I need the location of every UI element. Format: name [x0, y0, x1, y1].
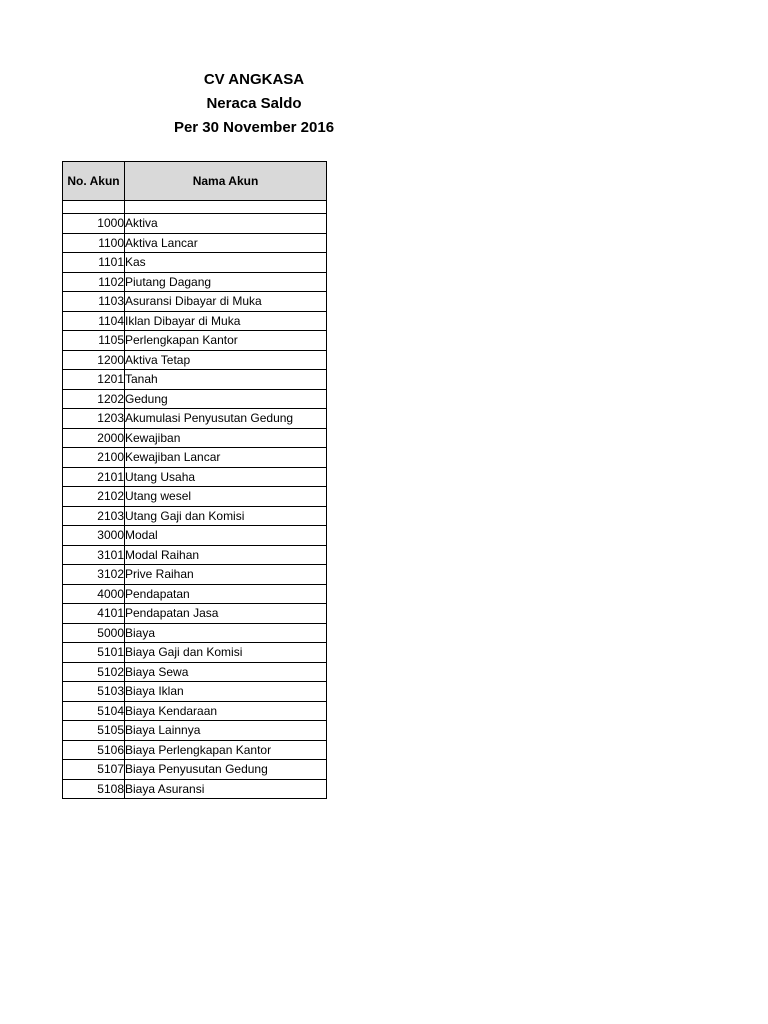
report-period: Per 30 November 2016	[173, 119, 335, 136]
account-name-cell: Biaya Sewa	[125, 662, 327, 682]
account-number-cell: 1104	[63, 311, 125, 331]
account-name-cell: Akumulasi Penyusutan Gedung	[125, 409, 327, 429]
table-row	[63, 292, 327, 312]
spacer-row	[63, 201, 327, 214]
column-header-no-akun: No. Akun	[63, 162, 125, 201]
account-name-cell: Aktiva Lancar	[125, 233, 327, 253]
account-name-cell: Aktiva Tetap	[125, 350, 327, 370]
table-row	[63, 701, 327, 721]
account-number-cell: 5000	[63, 623, 125, 643]
table-body	[63, 201, 327, 799]
account-name-cell: Pendapatan Jasa	[125, 604, 327, 624]
account-name-cell: Asuransi Dibayar di Muka	[125, 292, 327, 312]
account-name-cell: Perlengkapan Kantor	[125, 331, 327, 351]
column-header-nama-akun: Nama Akun	[125, 162, 327, 201]
account-number-cell: 3102	[63, 565, 125, 585]
table-row	[63, 487, 327, 507]
account-name-cell: Piutang Dagang	[125, 272, 327, 292]
table-row	[63, 272, 327, 292]
table-header	[63, 162, 327, 201]
table-row	[63, 311, 327, 331]
table-row	[63, 331, 327, 351]
account-name-cell: Biaya	[125, 623, 327, 643]
table-row	[63, 253, 327, 273]
account-name-cell: Biaya Perlengkapan Kantor	[125, 740, 327, 760]
spacer-cell	[125, 201, 327, 214]
account-name-cell: Kas	[125, 253, 327, 273]
table-row	[63, 448, 327, 468]
account-number-cell: 2102	[63, 487, 125, 507]
account-number-cell: 4000	[63, 584, 125, 604]
account-name-cell: Tanah	[125, 370, 327, 390]
table-row	[63, 506, 327, 526]
account-number-cell: 5103	[63, 682, 125, 702]
table-row	[63, 214, 327, 234]
account-name-cell: Biaya Iklan	[125, 682, 327, 702]
account-number-cell: 1200	[63, 350, 125, 370]
account-number-cell: 1103	[63, 292, 125, 312]
account-name-cell: Kewajiban	[125, 428, 327, 448]
table-row	[63, 604, 327, 624]
account-number-cell: 1201	[63, 370, 125, 390]
account-name-cell: Biaya Asuransi	[125, 779, 327, 799]
company-name: CV ANGKASA	[203, 71, 305, 88]
table-row	[63, 584, 327, 604]
account-number-cell: 1101	[63, 253, 125, 273]
account-number-cell: 1203	[63, 409, 125, 429]
table-row	[63, 526, 327, 546]
account-name-cell: Iklan Dibayar di Muka	[125, 311, 327, 331]
account-number-cell: 2103	[63, 506, 125, 526]
table-row	[63, 389, 327, 409]
account-name-cell: Modal	[125, 526, 327, 546]
account-name-cell: Biaya Gaji dan Komisi	[125, 643, 327, 663]
account-number-cell: 5105	[63, 721, 125, 741]
account-number-cell: 5108	[63, 779, 125, 799]
account-number-cell: 2000	[63, 428, 125, 448]
table-row	[63, 545, 327, 565]
account-number-cell: 1105	[63, 331, 125, 351]
account-number-cell: 2100	[63, 448, 125, 468]
table-row	[63, 233, 327, 253]
account-number-cell: 1100	[63, 233, 125, 253]
account-name-cell: Gedung	[125, 389, 327, 409]
account-number-cell: 5102	[63, 662, 125, 682]
account-name-cell: Aktiva	[125, 214, 327, 234]
account-name-cell: Modal Raihan	[125, 545, 327, 565]
table-row	[63, 350, 327, 370]
table-row	[63, 623, 327, 643]
account-number-cell: 1000	[63, 214, 125, 234]
account-name-cell: Pendapatan	[125, 584, 327, 604]
table-row	[63, 662, 327, 682]
account-name-cell: Biaya Kendaraan	[125, 701, 327, 721]
table-row	[63, 409, 327, 429]
account-name-cell: Utang Usaha	[125, 467, 327, 487]
chart-of-accounts-table	[62, 161, 327, 799]
account-number-cell: 5101	[63, 643, 125, 663]
account-number-cell: 1102	[63, 272, 125, 292]
account-name-cell: Utang wesel	[125, 487, 327, 507]
account-number-cell: 3101	[63, 545, 125, 565]
report-header	[154, 68, 354, 140]
account-number-cell: 1202	[63, 389, 125, 409]
account-name-cell: Kewajiban Lancar	[125, 448, 327, 468]
table-row	[63, 467, 327, 487]
spacer-cell	[63, 201, 125, 214]
account-name-cell: Prive Raihan	[125, 565, 327, 585]
account-number-cell: 3000	[63, 526, 125, 546]
table-row	[63, 779, 327, 799]
table-row	[63, 565, 327, 585]
account-number-cell: 4101	[63, 604, 125, 624]
table-row	[63, 682, 327, 702]
table-row	[63, 760, 327, 780]
account-number-cell: 2101	[63, 467, 125, 487]
account-name-cell: Biaya Penyusutan Gedung	[125, 760, 327, 780]
account-name-cell: Utang Gaji dan Komisi	[125, 506, 327, 526]
account-number-cell: 5106	[63, 740, 125, 760]
table-row	[63, 643, 327, 663]
table-row	[63, 740, 327, 760]
table-row	[63, 428, 327, 448]
table-row	[63, 721, 327, 741]
account-number-cell: 5104	[63, 701, 125, 721]
account-number-cell: 5107	[63, 760, 125, 780]
header-row	[63, 162, 327, 201]
table-row	[63, 370, 327, 390]
account-name-cell: Biaya Lainnya	[125, 721, 327, 741]
report-title: Neraca Saldo	[206, 95, 302, 112]
